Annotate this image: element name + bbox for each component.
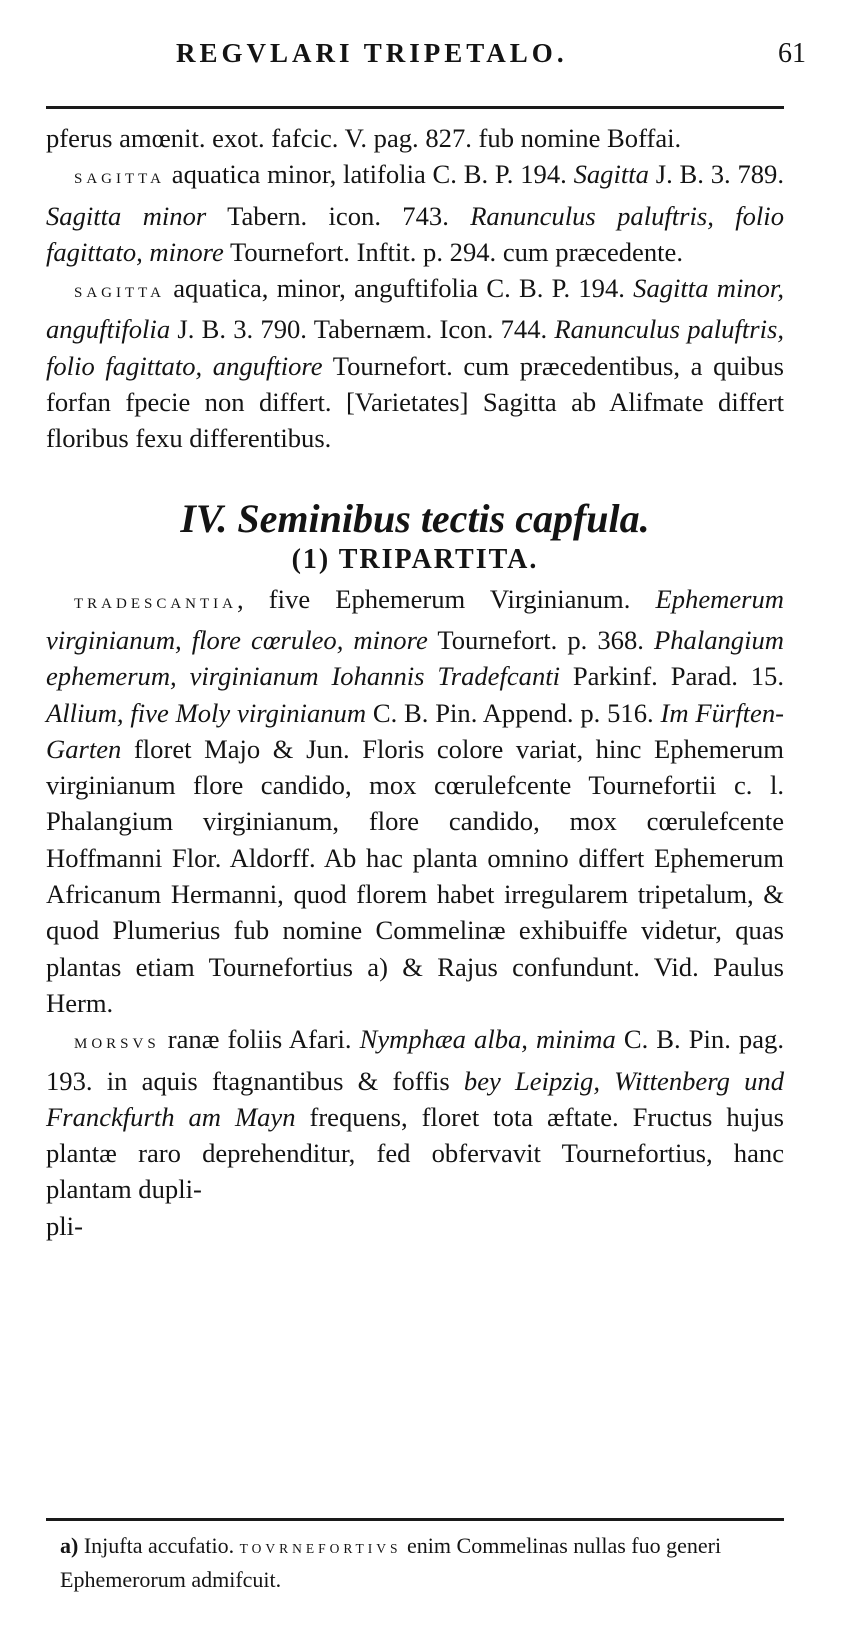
italic-run: bey Leipzig, Wittenberg und Franckfurth am Mayn	[46, 1065, 784, 1132]
footnote-marker: a)	[60, 1533, 79, 1558]
text-run: aquatica minor, latifolia C. B. P. 194.	[164, 159, 574, 190]
footnote-rule	[46, 1518, 784, 1521]
italic-run: Ranunculus paluftris, folio fagittato, minore	[46, 200, 784, 267]
text-run: Tabern. icon. 743.	[206, 200, 471, 231]
italic-run: Im Fürften-Garten	[46, 697, 784, 764]
entry-name: TRADESCANTIA	[74, 595, 237, 612]
page-number: 61	[778, 38, 806, 69]
text-run: Tournefort. Inftit. p. 294. cum præcedente.	[223, 236, 684, 267]
italic-run: Sagitta minor, anguftifolia	[46, 273, 784, 345]
text-run: J. B. 3. 790. Tabernæm. Icon. 744.	[170, 314, 555, 345]
entry-name: SAGITTA	[74, 171, 165, 188]
text-run: ranæ foliis Afari.	[159, 1024, 360, 1055]
text-run: J. B. 3. 789.	[648, 159, 784, 190]
main-text	[46, 120, 784, 1244]
paragraph-1	[46, 120, 784, 156]
italic-run: Nymphæa alba, minima	[359, 1024, 616, 1055]
text-run: C. B. Pin. Append. p. 516.	[366, 697, 661, 728]
italic-run: Sagitta minor	[46, 200, 207, 231]
text-run: Tournefort. p. 368.	[427, 624, 654, 655]
text-run: aquatica, minor, anguftifolia C. B. P. 194.	[164, 273, 634, 304]
running-title: REGVLARI TRIPETALO.	[176, 38, 568, 68]
text-run: , five Ephemerum Virginianum.	[237, 583, 656, 614]
italic-run: Allium, five Moly virginianum	[46, 697, 367, 728]
paragraph-sagitta-angustifolia	[46, 270, 784, 456]
italic-run: Sagitta	[573, 159, 649, 190]
header-rule	[46, 106, 784, 109]
text-run: C. B. Pin. pag. 193. in aquis ftagnantibus & foffis	[46, 1024, 784, 1096]
entry-name: MORSVS	[74, 1036, 160, 1053]
italic-run: Phalangium ephemerum, virginianum Iohannis Tradefcanti	[46, 624, 784, 692]
footnote-name: TOVRNEFORTIVS	[239, 1541, 402, 1556]
footnote	[60, 1530, 788, 1595]
text-run: Injufta accufatio.	[78, 1533, 240, 1558]
paragraph-morsus-ranae	[46, 1021, 784, 1207]
text-run: Parkinf. Parad. 15.	[560, 661, 784, 692]
text-run: frequens, floret tota æftate. Fructus hujus plantæ raro deprehenditur, fed obfervavit Tournefortius, hanc plantam dupli-	[46, 1101, 784, 1205]
text-run: enim Commelinas nullas fuo generi Ephemerorum admifcuit.	[60, 1533, 722, 1592]
text-run: floret Majo & Jun. Floris colore variat, hinc Ephemerum virginianum flore candido, mox cœrulefcente Tournefortii c. l. Phalangium virginianum, flore candido, mox cœrulefcente Hoffmanni Flor. Aldorff. Ab hac planta omnino differt Ephemerum Africanum Hermanni, quod florem habet irregularem tripetalum, & quod Plumerius fub nomine Commelinæ exhibuiffe videtur, quas plantas etiam Tournefortius a) & Rajus confundunt. Vid. Paulus Herm.	[46, 733, 784, 1018]
paragraph-tradescantia	[46, 581, 784, 1022]
section-heading: IV. Seminibus tectis capfula.	[180, 495, 650, 541]
italic-run: Ephemerum virginianum, flore cœruleo, minore	[46, 583, 784, 655]
sub-heading: (1) TRIPARTITA.	[291, 543, 539, 575]
text-run: Tournefort. cum præcedentibus, a quibus forfan fpecie non differt. [Varietates] Sagitta ab Alifmate differt floribus fexu differentibus.	[46, 350, 784, 454]
catchword: pli-	[46, 1210, 83, 1241]
paragraph-sagitta-latifolia	[46, 156, 784, 270]
page-header	[176, 38, 806, 70]
entry-name: SAGITTA	[74, 285, 165, 302]
text-run: pferus amœnit. exot. fafcic. V. pag. 827. fub nomine Boffai.	[46, 123, 682, 153]
italic-run: Ranunculus paluftris, folio fagittato, anguftiore	[46, 314, 784, 381]
